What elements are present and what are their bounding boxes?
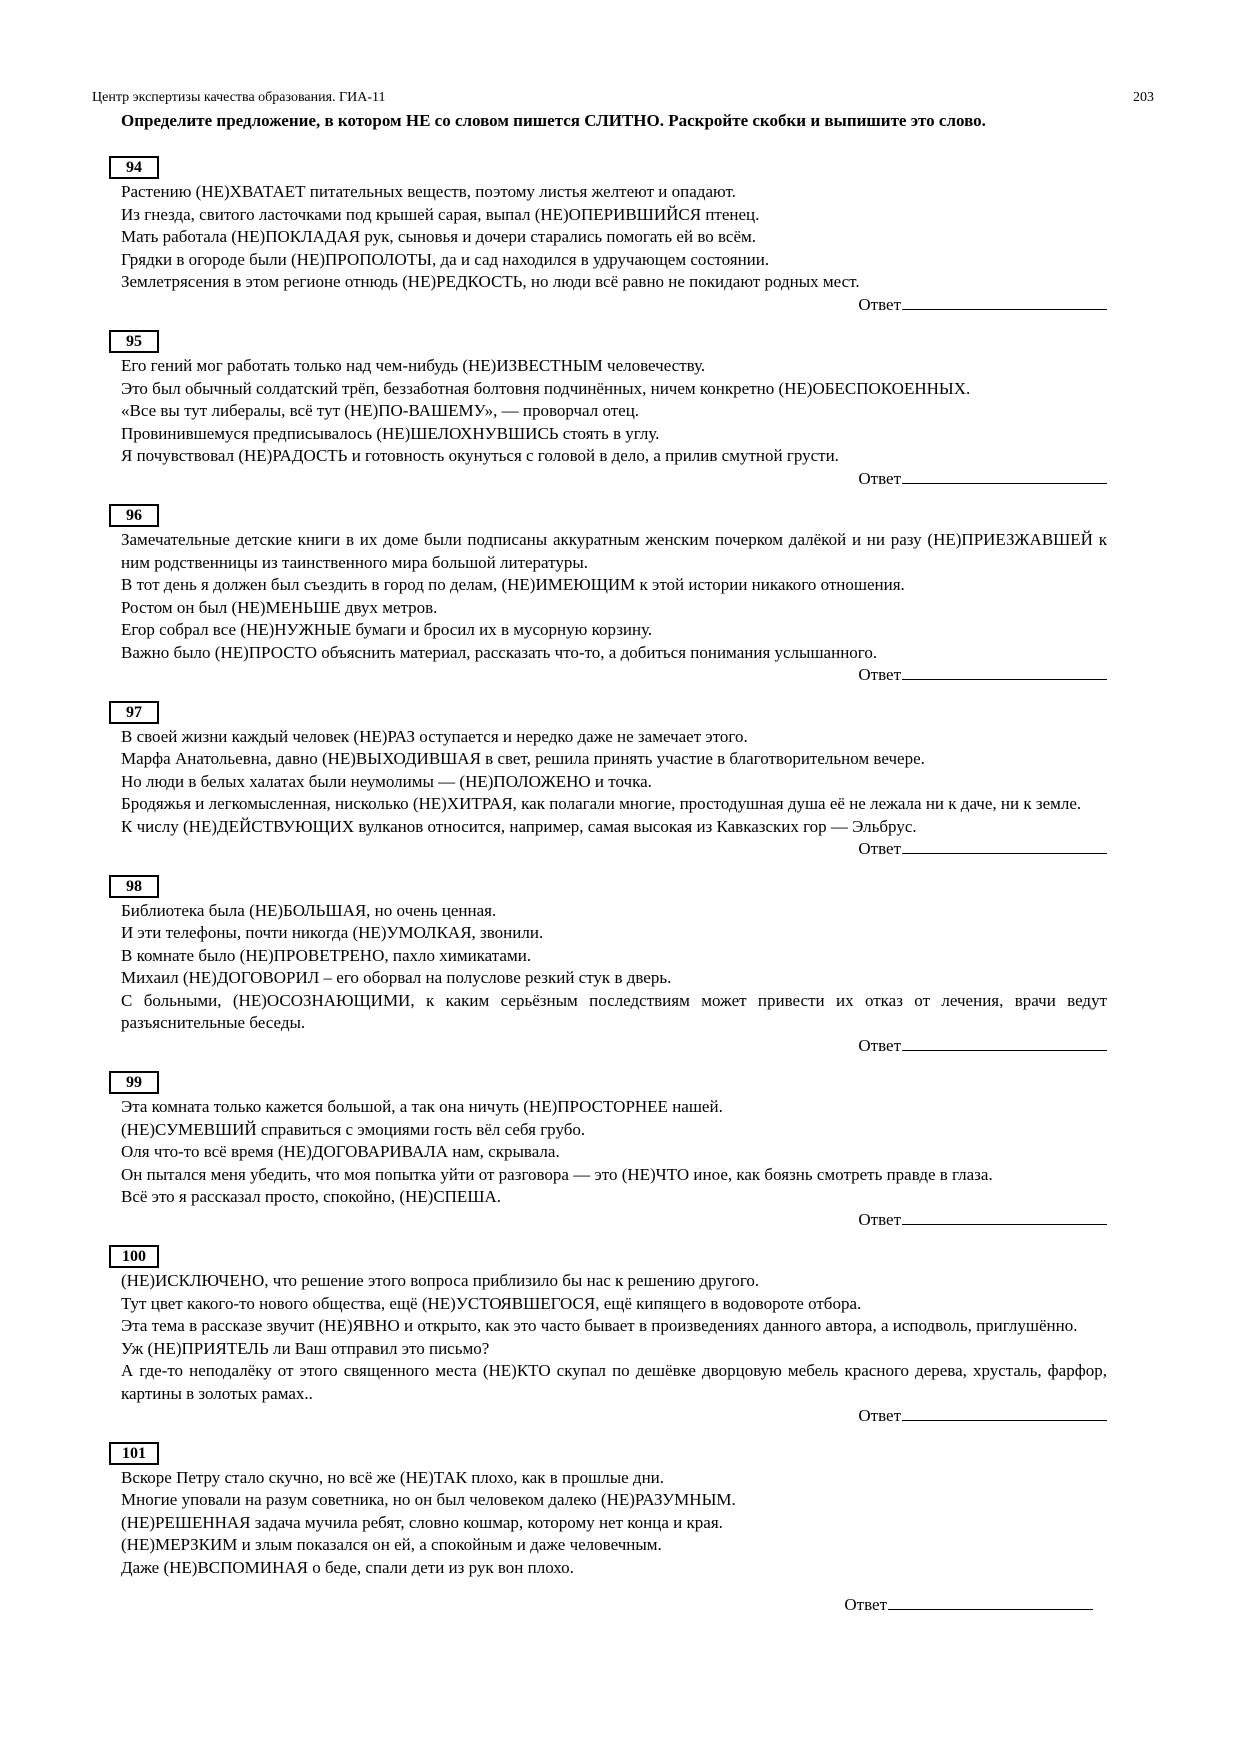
task-instruction: Определите предложение, в котором НЕ со словом пишется СЛИТНО. Раскройте скобки и выпишите это слово. xyxy=(121,111,986,130)
sentence: (НЕ)МЕРЗКИМ и злым показался он ей, а спокойным и даже человечным. xyxy=(121,1535,662,1554)
sentence: Он пытался меня убедить, что моя попытка уйти от разговора — это (НЕ)ЧТО иное, как боязнь смотреть правде в глаза. xyxy=(121,1164,993,1184)
task-number: 97 xyxy=(109,701,159,724)
sentence-list xyxy=(121,726,1107,839)
answer-label: Ответ xyxy=(858,839,901,858)
sentence: Провинившемуся предписывалось (НЕ)ШЕЛОХНУВШИСЬ стоять в углу. xyxy=(121,423,660,443)
sentence-list xyxy=(121,1467,1107,1580)
task-block xyxy=(121,1442,1107,1617)
sentence: Даже (НЕ)ВСПОМИНАЯ о беде, спали дети из рук вон плохо. xyxy=(121,1557,574,1577)
sentence-list xyxy=(121,1270,1107,1405)
answer-field[interactable] xyxy=(902,1034,1107,1051)
sentence: Мать работала (НЕ)ПОКЛАДАЯ рук, сыновья и дочери старались помогать ей во всём. xyxy=(121,227,757,246)
task-number: 95 xyxy=(109,330,159,353)
page-number: 203 xyxy=(1133,90,1154,105)
sentence-list xyxy=(121,355,1107,468)
sentence: (НЕ)СУМЕВШИЙ справиться с эмоциями гость вёл себя грубо. xyxy=(121,1119,586,1139)
task-block xyxy=(121,875,1107,1058)
sentence: Ростом он был (НЕ)МЕНЬШЕ двух метров. xyxy=(121,597,438,617)
task-number: 100 xyxy=(109,1245,159,1268)
answer-line xyxy=(121,1208,1107,1232)
answer-line xyxy=(121,467,1107,491)
task-block xyxy=(121,701,1107,861)
sentence: В тот день я должен был съездить в город по делам, (НЕ)ИМЕЮЩИМ к этой истории никакого отношения. xyxy=(121,575,905,594)
task-list xyxy=(121,156,1107,1617)
sentence-list xyxy=(121,181,1107,294)
sentence: Егор собрал все (НЕ)НУЖНЫЕ бумаги и бросил их в мусорную корзину. xyxy=(121,620,653,639)
sentence: (НЕ)РЕШЕННАЯ задача мучила ребят, словно кошмар, которому нет конца и края. xyxy=(121,1512,723,1532)
answer-field[interactable] xyxy=(888,1593,1093,1610)
sentence: Грядки в огороде были (НЕ)ПРОПОЛОТЫ, да и сад находился в удручающем состоянии. xyxy=(121,249,770,269)
answer-label: Ответ xyxy=(844,1595,887,1614)
answer-line xyxy=(121,1593,1093,1617)
task-number: 98 xyxy=(109,875,159,898)
answer-field[interactable] xyxy=(902,1404,1107,1421)
sentence: (НЕ)ИСКЛЮЧЕНО, что решение этого вопроса приблизило бы нас к решению другого. xyxy=(121,1271,760,1290)
answer-line xyxy=(121,1404,1107,1428)
sentence: Замечательные детские книги в их доме были подписаны аккуратным женским почерком далёкой и ни разу (НЕ)ПРИЕЗЖАВШЕЙ к ним родственницы из таинственного мира большой литературы. xyxy=(121,530,1107,572)
task-number: 99 xyxy=(109,1071,159,1094)
answer-field[interactable] xyxy=(902,293,1107,310)
task-block xyxy=(121,330,1107,490)
answer-line xyxy=(121,663,1107,687)
answer-label: Ответ xyxy=(858,1035,901,1055)
answer-label: Ответ xyxy=(858,1209,901,1229)
task-number: 94 xyxy=(109,156,159,179)
sentence: Бродяжья и легкомысленная, нисколько (НЕ)ХИТРАЯ, как полагали многие, простодушная душа её не лежала ни к даче, ни к земле. xyxy=(121,794,1082,813)
sentence-list xyxy=(121,900,1107,1035)
answer-field[interactable] xyxy=(902,467,1107,484)
sentence: К числу (НЕ)ДЕЙСТВУЮЩИХ вулканов относится, например, самая высокая из Кавказских гор — Эльбрус. xyxy=(121,816,917,836)
sentence: Оля что-то всё время (НЕ)ДОГОВАРИВАЛА нам, скрывала. xyxy=(121,1142,560,1161)
sentence: Многие уповали на разум советника, но он был человеком далеко (НЕ)РАЗУМНЫМ. xyxy=(121,1490,736,1509)
answer-field[interactable] xyxy=(902,1208,1107,1225)
task-number: 101 xyxy=(109,1442,159,1465)
sentence: Растению (НЕ)ХВАТАЕТ питательных веществ, поэтому листья желтеют и опадают. xyxy=(121,182,736,201)
task-number: 96 xyxy=(109,504,159,527)
task-block xyxy=(121,504,1107,687)
sentence: Эта комната только кажется большой, а так она ничуть (НЕ)ПРОСТОРНЕЕ нашей. xyxy=(121,1097,723,1116)
sentence: Марфа Анатольевна, давно (НЕ)ВЫХОДИВШАЯ в свет, решила принять участие в благотворительном вечере. xyxy=(121,749,925,768)
sentence: Михаил (НЕ)ДОГОВОРИЛ – его оборвал на полуслове резкий стук в дверь. xyxy=(121,968,672,987)
answer-label: Ответ xyxy=(858,294,901,314)
header-title: Центр экспертизы качества образования. ГИА-11 xyxy=(92,90,386,105)
answer-label: Ответ xyxy=(858,468,901,488)
sentence-list xyxy=(121,529,1107,664)
sentence: Всё это я рассказал просто, спокойно, (НЕ)СПЕША. xyxy=(121,1187,501,1206)
task-block xyxy=(121,1245,1107,1428)
sentence: Вскоре Петру стало скучно, но всё же (НЕ)ТАК плохо, как в прошлые дни. xyxy=(121,1467,665,1487)
answer-line xyxy=(121,293,1107,317)
sentence: Уж (НЕ)ПРИЯТЕЛЬ ли Ваш отправил это письмо? xyxy=(121,1338,490,1358)
sentence: Эта тема в рассказе звучит (НЕ)ЯВНО и открыто, как это часто бывает в произведениях данного автора, а исподволь, приглушённо. xyxy=(121,1316,1078,1335)
sentence: «Все вы тут либералы, всё тут (НЕ)ПО-ВАШЕМУ», — проворчал отец. xyxy=(121,401,640,420)
sentence: И эти телефоны, почти никогда (НЕ)УМОЛКАЯ, звонили. xyxy=(121,923,544,942)
answer-line xyxy=(121,837,1107,861)
sentence: Из гнезда, свитого ласточками под крышей сарая, выпал (НЕ)ОПЕРИВШИЙСЯ птенец. xyxy=(121,204,760,224)
sentence: Но люди в белых халатах были неумолимы — (НЕ)ПОЛОЖЕНО и точка. xyxy=(121,771,652,791)
sentence: Его гений мог работать только над чем-нибудь (НЕ)ИЗВЕСТНЫМ человечеству. xyxy=(121,356,706,375)
sentence-list xyxy=(121,1096,1107,1209)
answer-field[interactable] xyxy=(902,837,1107,854)
sentence: А где-то неподалёку от этого священного места (НЕ)КТО скупал по дешёвке дворцовую мебель красного дерева, хрусталь, фарфор, картины в золотых рамах.. xyxy=(121,1361,1107,1403)
answer-field[interactable] xyxy=(902,663,1107,680)
sentence: В своей жизни каждый человек (НЕ)РАЗ оступается и нередко даже не замечает этого. xyxy=(121,726,748,746)
sentence: Важно было (НЕ)ПРОСТО объяснить материал, рассказать что-то, а добиться понимания услышанного. xyxy=(121,642,878,662)
answer-line xyxy=(121,1034,1107,1058)
sentence: С больными, (НЕ)ОСОЗНАЮЩИМИ, к каким серьёзным последствиям может привести их отказ от лечения, врачи ведут разъяснительные беседы. xyxy=(121,990,1107,1032)
sentence: Я почувствовал (НЕ)РАДОСТЬ и готовность окунуться с головой в дело, а прилив смутной грусти. xyxy=(121,446,839,465)
sentence: Тут цвет какого-то нового общества, ещё (НЕ)УСТОЯВШЕГОСЯ, ещё кипящего в водовороте отбора. xyxy=(121,1293,862,1313)
sentence: В комнате было (НЕ)ПРОВЕТРЕНО, пахло химикатами. xyxy=(121,945,532,965)
task-block xyxy=(121,156,1107,316)
answer-label: Ответ xyxy=(858,1406,901,1425)
task-block xyxy=(121,1071,1107,1231)
sentence: Землетрясения в этом регионе отнюдь (НЕ)РЕДКОСТЬ, но люди всё равно не покидают родных мест. xyxy=(121,272,860,291)
sentence: Это был обычный солдатский трёп, беззаботная болтовня подчинённых, ничем конкретно (НЕ)ОБЕСПОКОЕННЫХ. xyxy=(121,378,971,398)
page-header xyxy=(92,89,1154,107)
answer-label: Ответ xyxy=(858,665,901,684)
sentence: Библиотека была (НЕ)БОЛЬШАЯ, но очень ценная. xyxy=(121,900,497,920)
